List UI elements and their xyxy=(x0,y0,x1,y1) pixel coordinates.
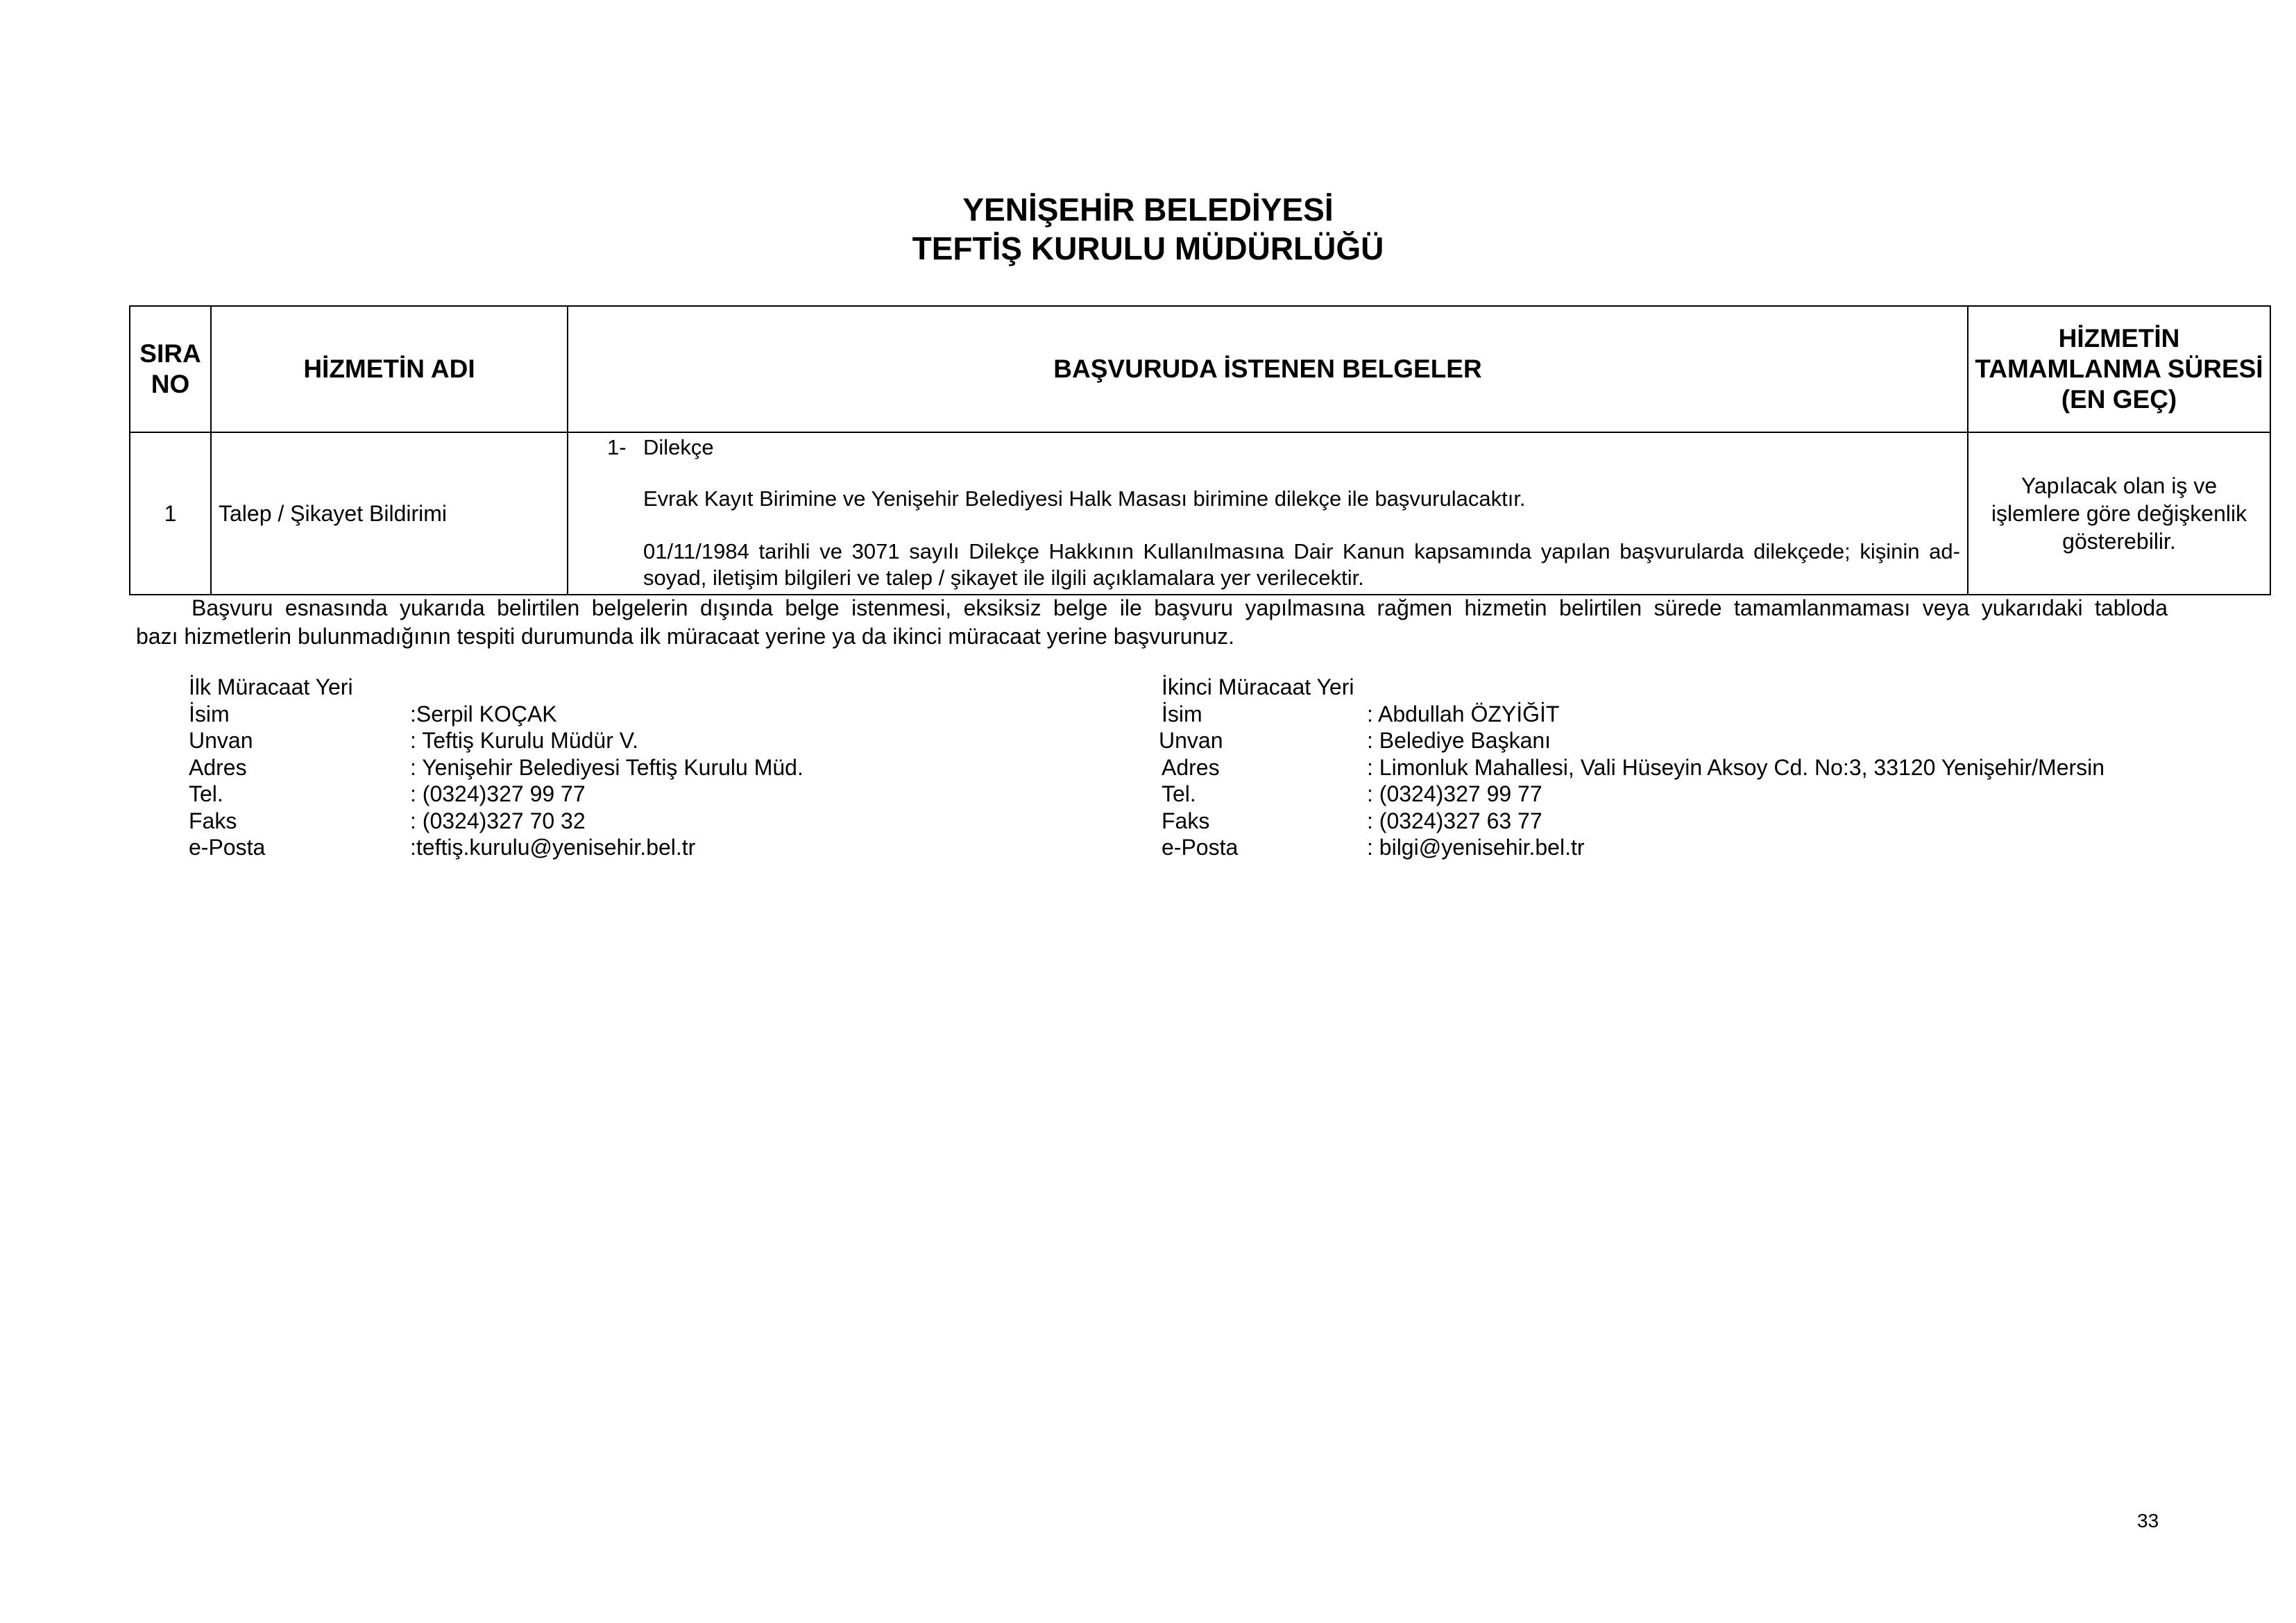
first-adres-value: : Yenişehir Belediyesi Teftiş Kurulu Müd. xyxy=(410,754,803,780)
first-tel-value: : (0324)327 99 77 xyxy=(410,781,586,806)
table-header-row xyxy=(130,306,2270,432)
application-note xyxy=(136,594,2168,651)
header-hizmet-adi: HİZMETİN ADI xyxy=(211,306,568,432)
first-adres-label: Adres xyxy=(189,754,247,780)
second-tel-label: Tel. xyxy=(1162,781,1196,806)
first-contact-title: İlk Müracaat Yeri xyxy=(189,674,353,699)
row-completion-time: Yapılacak olan iş ve işlemlere göre değişkenlik gösterebilir. xyxy=(1968,432,2270,595)
first-faks-label: Faks xyxy=(189,808,237,833)
document-title-line2: TEFTİŞ KURULU MÜDÜRLÜĞÜ xyxy=(912,230,1384,266)
second-eposta-label: e-Posta xyxy=(1162,835,1239,860)
document-title-line1: YENİŞEHİR BELEDİYESİ xyxy=(962,192,1334,228)
second-tel-value: : (0324)327 99 77 xyxy=(1367,781,1542,806)
row-documents xyxy=(568,432,1968,595)
doc-list-marker: 1- xyxy=(607,435,627,459)
doc-item: Dilekçe xyxy=(643,435,714,459)
first-unvan-label: Unvan xyxy=(189,728,253,753)
first-faks-value: : (0324)327 70 32 xyxy=(410,808,586,833)
second-contact-title: İkinci Müracaat Yeri xyxy=(1162,674,1354,699)
table-row xyxy=(130,432,2270,595)
second-eposta-value: : bilgi@yenisehir.bel.tr xyxy=(1367,835,1585,860)
header-sure: HİZMETİN TAMAMLANMA SÜRESİ (EN GEÇ) xyxy=(1968,306,2270,432)
row-no: 1 xyxy=(130,432,211,595)
second-unvan-label: Unvan xyxy=(1159,728,1223,753)
doc-paragraph-1: Evrak Kayıt Birimine ve Yenişehir Belediyesi Halk Masası birimine dilekçe ile başvurulacaktır. xyxy=(643,486,1526,511)
second-faks-value: : (0324)327 63 77 xyxy=(1367,808,1542,833)
row-service-name: Talep / Şikayet Bildirimi xyxy=(211,432,568,595)
second-isim-label: İsim xyxy=(1162,701,1202,726)
note-line-2: bazı hizmetlerin bulunmadığının tespiti durumunda ilk müracaat yerine ya da ikinci müracaat yerine başvurunuz. xyxy=(136,624,1235,649)
first-eposta-label: e-Posta xyxy=(189,835,266,860)
second-faks-label: Faks xyxy=(1162,808,1210,833)
second-contact-block xyxy=(1159,674,2244,861)
second-unvan-value: : Belediye Başkanı xyxy=(1367,728,1551,753)
services-table xyxy=(129,305,2271,595)
second-isim-value: : Abdullah ÖZYİĞİT xyxy=(1367,701,1560,726)
first-eposta-value: :teftiş.kurulu@yenisehir.bel.tr xyxy=(410,835,696,860)
header-belgeler: BAŞVURUDA İSTENEN BELGELER xyxy=(568,306,1968,432)
header-sira-no: SIRA NO xyxy=(130,306,211,432)
first-contact-block xyxy=(189,674,1125,861)
second-adres-label: Adres xyxy=(1162,754,1220,780)
second-adres-value: : Limonluk Mahallesi, Vali Hüseyin Aksoy Cd. No:3, 33120 Yenişehir/Mersin xyxy=(1367,754,2105,780)
doc-paragraph-2: 01/11/1984 tarihli ve 3071 sayılı Dilekçe Hakkının Kullanılmasına Dair Kanun kapsamında yapılan başvurularda dilekçede; kişinin ad-soyad, iletişim bilgileri ve talep / şikayet ile ilgili açıklamalara yer verilecektir. xyxy=(643,539,1960,590)
page-number: 33 xyxy=(2137,1510,2159,1531)
first-tel-label: Tel. xyxy=(189,781,223,806)
first-isim-value: :Serpil KOÇAK xyxy=(410,701,557,726)
note-line-1: Başvuru esnasında yukarıda belirtilen belgelerin dışında belge istenmesi, eksiksiz belge ile başvuru yapılmasına rağmen hizmetin belirtilen sürede tamamlanmaması veya yukarıdaki tabloda xyxy=(192,595,2168,620)
first-isim-label: İsim xyxy=(189,701,230,726)
first-unvan-value: : Teftiş Kurulu Müdür V. xyxy=(410,728,639,753)
